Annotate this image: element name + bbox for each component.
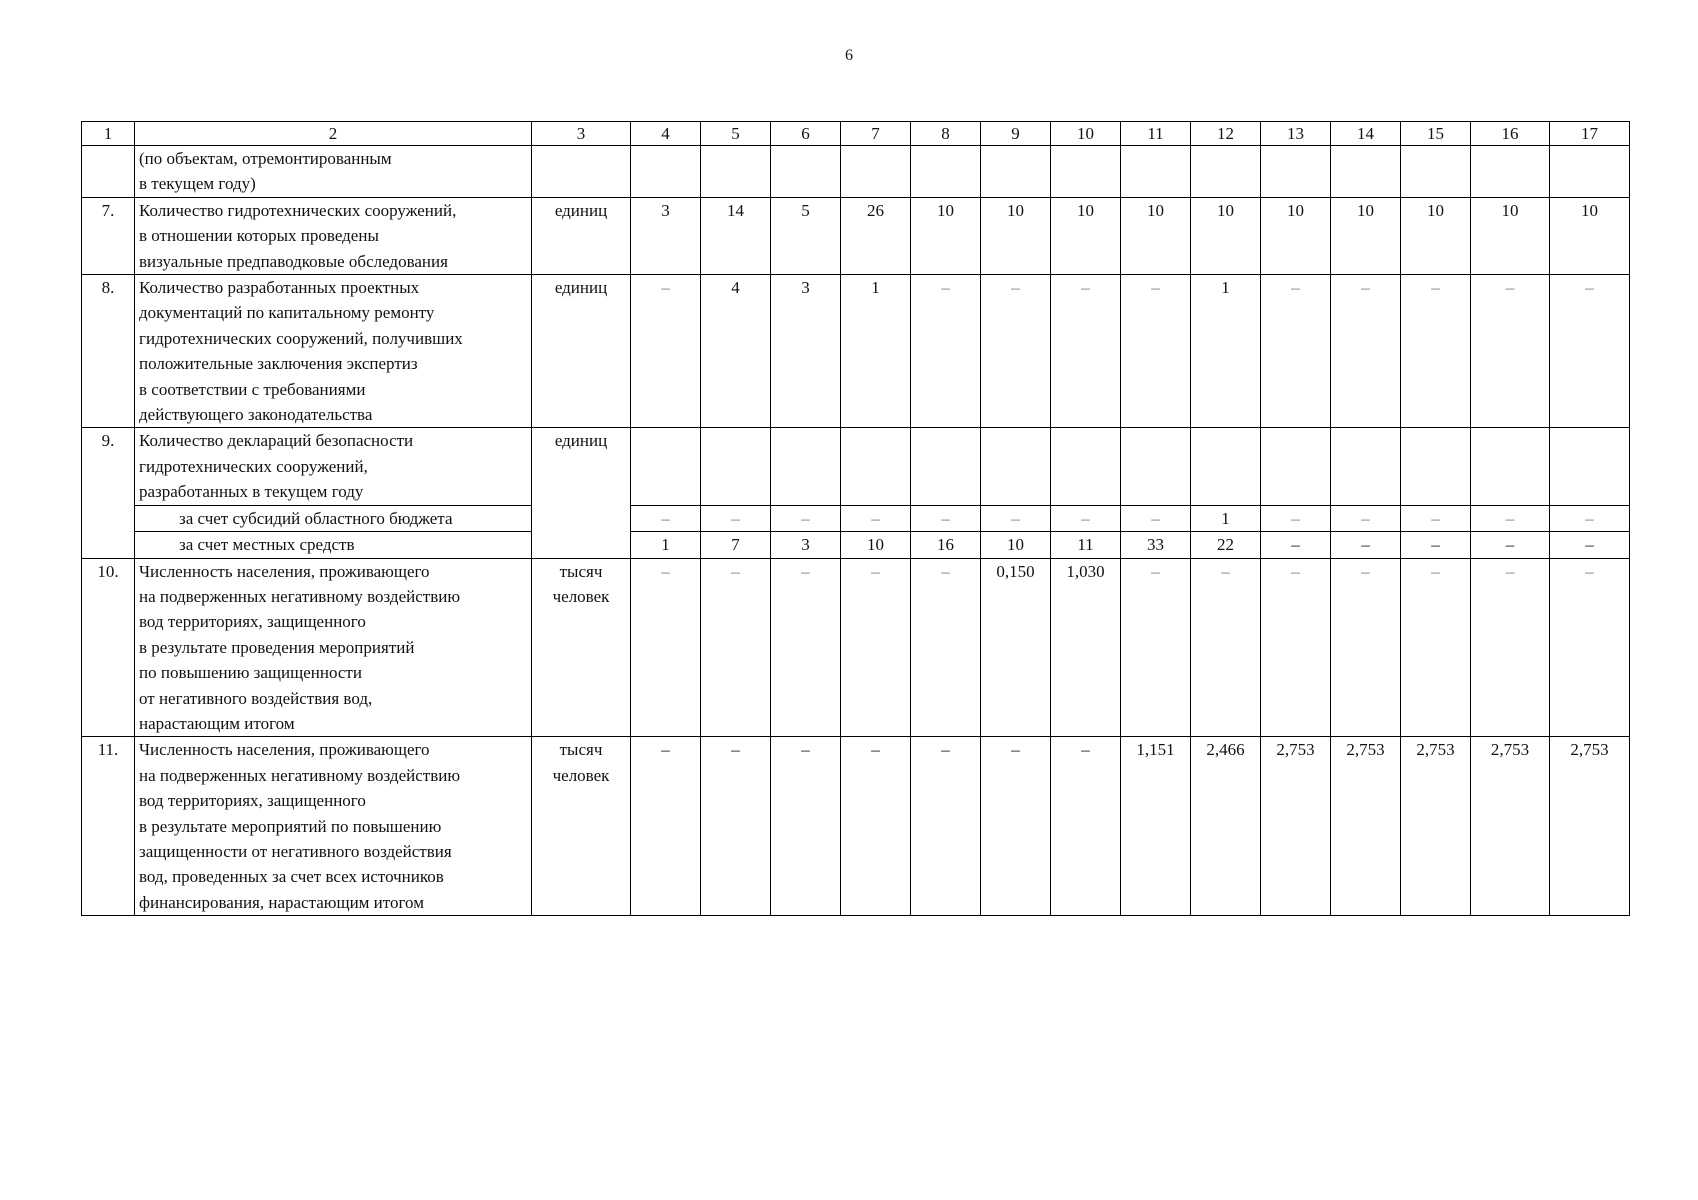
unit-cell [532,197,631,274]
unit-line: единиц [554,200,608,220]
value-cell: 10 [981,197,1051,274]
value-cell [1261,428,1331,505]
column-number-cell: 7 [841,122,911,146]
indicator-name-cell [135,197,532,274]
value-cell: – [631,505,701,531]
value-cell [981,146,1051,198]
value-cell: 10 [1401,197,1471,274]
unit-line: тысяч [559,740,603,760]
value-cell: – [1051,275,1121,428]
value-cell: – [981,737,1051,916]
value-cell: 3 [771,532,841,558]
value-cell: – [1401,558,1471,737]
value-cell: – [911,505,981,531]
value-cell: 10 [1121,197,1191,274]
value-cell: 10 [1471,197,1550,274]
value-cell [1051,146,1121,198]
column-number-cell: 3 [532,122,631,146]
value-cell: – [1051,505,1121,531]
value-cell: 26 [841,197,911,274]
value-cell [1121,146,1191,198]
value-cell: 10 [911,197,981,274]
table-row [82,428,1630,505]
unit-cell [532,146,631,198]
value-cell [1261,146,1331,198]
indicator-name-cell [135,558,532,737]
table-subrow [82,505,1630,531]
indicator-name-line: гидротехнических сооружений, получивших [139,328,463,348]
row-number-cell: 8. [82,275,135,428]
unit-cell [532,737,631,916]
value-cell: 1,151 [1121,737,1191,916]
value-cell: – [1331,558,1401,737]
indicator-name-line: (по объектам, отремонтированным [139,149,392,168]
value-cell: – [1051,737,1121,916]
indicator-name-line: по повышению защищенности [139,663,362,683]
indicator-name-line: Количество деклараций безопасности [139,431,414,451]
value-cell: – [1401,505,1471,531]
value-cell: 10 [1051,197,1121,274]
value-cell: – [981,505,1051,531]
value-cell [1191,428,1261,505]
indicator-name-line: документаций по капитальному ремонту [139,303,435,323]
indicator-name-cell [135,146,532,198]
value-cell: 2,753 [1550,737,1630,916]
column-number-cell: 2 [135,122,532,146]
value-cell: – [1331,505,1401,531]
value-cell: – [1471,275,1550,428]
value-cell [701,428,771,505]
value-cell: 1,030 [1051,558,1121,737]
value-cell: – [1191,558,1261,737]
indicator-name-line: на подверженных негативному воздействию [139,586,461,606]
indicator-name-cell [135,428,532,505]
indicator-name-line: в результате проведения мероприятий [139,637,415,657]
column-number-cell: 1 [82,122,135,146]
value-cell: – [701,737,771,916]
column-number-cell: 17 [1550,122,1630,146]
value-cell: – [771,558,841,737]
value-cell: 14 [701,197,771,274]
indicator-name-line: Численность населения, проживающего [139,740,430,760]
value-cell: 10 [981,532,1051,558]
column-number-cell: 5 [701,122,771,146]
value-cell: – [1261,275,1331,428]
indicator-name-line: визуальные предпаводковые обследования [139,251,448,271]
table-body [82,122,1630,916]
indicator-name-line: в соответствии с требованиями [139,379,366,399]
value-cell [1550,146,1630,198]
value-cell [631,428,701,505]
table-row [82,558,1630,737]
value-cell: – [1550,558,1630,737]
value-cell [841,428,911,505]
value-cell: 10 [1550,197,1630,274]
value-cell: 2,753 [1261,737,1331,916]
value-cell [911,428,981,505]
value-cell [1331,146,1401,198]
value-cell: – [1261,505,1331,531]
indicator-name-line: вод, проведенных за счет всех источников [139,867,444,887]
value-cell: – [1331,532,1401,558]
value-cell: 33 [1121,532,1191,558]
value-cell: 3 [771,275,841,428]
value-cell: – [771,737,841,916]
column-number-cell: 16 [1471,122,1550,146]
value-cell [1121,428,1191,505]
value-cell [911,146,981,198]
column-number-row [82,122,1630,146]
value-cell: 1 [631,532,701,558]
value-cell [631,146,701,198]
column-number-cell: 12 [1191,122,1261,146]
value-cell: 2,753 [1401,737,1471,916]
value-cell: 2,466 [1191,737,1261,916]
value-cell: 4 [701,275,771,428]
value-cell: 0,150 [981,558,1051,737]
row-number-cell: 7. [82,197,135,274]
indicator-name-line: финансирования, нарастающим итогом [139,892,424,912]
value-cell: 16 [911,532,981,558]
value-cell: – [1471,532,1550,558]
value-cell [1051,428,1121,505]
value-cell: 10 [1261,197,1331,274]
unit-cell [532,428,631,558]
value-cell [1191,146,1261,198]
value-cell: – [631,737,701,916]
value-cell: – [841,558,911,737]
indicator-name-line: положительные заключения экспертиз [139,354,418,374]
value-cell [1401,428,1471,505]
value-cell: 22 [1191,532,1261,558]
value-cell: 10 [841,532,911,558]
row-number-cell: 11. [82,737,135,916]
column-number-cell: 13 [1261,122,1331,146]
value-cell [1471,146,1550,198]
value-cell: 5 [771,197,841,274]
value-cell: – [771,505,841,531]
indicator-name-line: Численность населения, проживающего [139,561,430,581]
table-subrow [82,532,1630,558]
value-cell: – [841,737,911,916]
indicator-name-line: на подверженных негативному воздействию [139,765,461,785]
value-cell: – [631,275,701,428]
unit-cell [532,275,631,428]
value-cell [771,428,841,505]
value-cell [1331,428,1401,505]
value-cell: 2,753 [1471,737,1550,916]
value-cell: – [911,275,981,428]
value-cell: – [1121,558,1191,737]
indicator-name-line: Количество гидротехнических сооружений, [139,200,457,220]
value-cell: – [1331,275,1401,428]
indicator-name-line: от негативного воздействия вод, [139,688,373,708]
indicator-name-line: действующего законодательства [139,405,373,425]
indicator-name-line: вод территориях, защищенного [139,791,366,811]
table-row [82,275,1630,428]
value-cell: – [1261,558,1331,737]
value-cell: 1 [841,275,911,428]
unit-line: тысяч [559,561,603,581]
subrow-label-cell: за счет субсидий областного бюджета [135,505,532,531]
value-cell: 1 [1191,505,1261,531]
indicator-name-cell [135,275,532,428]
column-number-cell: 15 [1401,122,1471,146]
table-row [82,146,1630,198]
value-cell: – [981,275,1051,428]
column-number-cell: 9 [981,122,1051,146]
value-cell: 10 [1331,197,1401,274]
value-cell: – [1471,558,1550,737]
column-number-cell: 10 [1051,122,1121,146]
value-cell: 7 [701,532,771,558]
unit-cell [532,558,631,737]
value-cell: – [1550,532,1630,558]
row-number-cell: 9. [82,428,135,558]
value-cell: – [841,505,911,531]
column-number-cell: 4 [631,122,701,146]
indicator-name-line: в результате мероприятий по повышению [139,816,442,836]
value-cell: – [701,505,771,531]
unit-line: человек [552,586,610,606]
subrow-label-cell: за счет местных средств [135,532,532,558]
indicator-name-cell [135,737,532,916]
indicator-name-line: Количество разработанных проектных [139,278,420,298]
value-cell [771,146,841,198]
value-cell: 3 [631,197,701,274]
value-cell: 1 [1191,275,1261,428]
indicator-name-line: в текущем году) [139,174,256,194]
value-cell [1471,428,1550,505]
value-cell: – [1401,275,1471,428]
table-row [82,737,1630,916]
value-cell: – [1550,505,1630,531]
column-number-cell: 6 [771,122,841,146]
indicator-name-line: нарастающим итогом [139,713,295,733]
value-cell: – [911,558,981,737]
page-number: 6 [845,47,853,64]
value-cell [1550,428,1630,505]
value-cell: – [1261,532,1331,558]
value-cell: – [1401,532,1471,558]
unit-line: единиц [554,278,608,298]
value-cell: 10 [1191,197,1261,274]
value-cell: 2,753 [1331,737,1401,916]
indicator-name-line: в отношении которых проведены [139,226,379,246]
value-cell: – [1121,275,1191,428]
indicators-table [81,121,1630,916]
value-cell: 11 [1051,532,1121,558]
column-number-cell: 14 [1331,122,1401,146]
value-cell: – [1471,505,1550,531]
indicator-name-line: разработанных в текущем году [139,482,364,502]
value-cell: – [631,558,701,737]
table-row [82,197,1630,274]
value-cell [841,146,911,198]
indicator-name-line: защищенности от негативного воздействия [139,841,452,861]
unit-line: единиц [554,431,608,451]
value-cell [701,146,771,198]
value-cell: – [911,737,981,916]
indicator-name-line: гидротехнических сооружений, [139,456,368,476]
value-cell: – [1550,275,1630,428]
value-cell [981,428,1051,505]
column-number-cell: 8 [911,122,981,146]
unit-line: человек [552,765,610,785]
value-cell: – [701,558,771,737]
column-number-cell: 11 [1121,122,1191,146]
value-cell [1401,146,1471,198]
row-number-cell [82,146,135,198]
indicator-name-line: вод территориях, защищенного [139,612,366,632]
value-cell: – [1121,505,1191,531]
row-number-cell: 10. [82,558,135,737]
